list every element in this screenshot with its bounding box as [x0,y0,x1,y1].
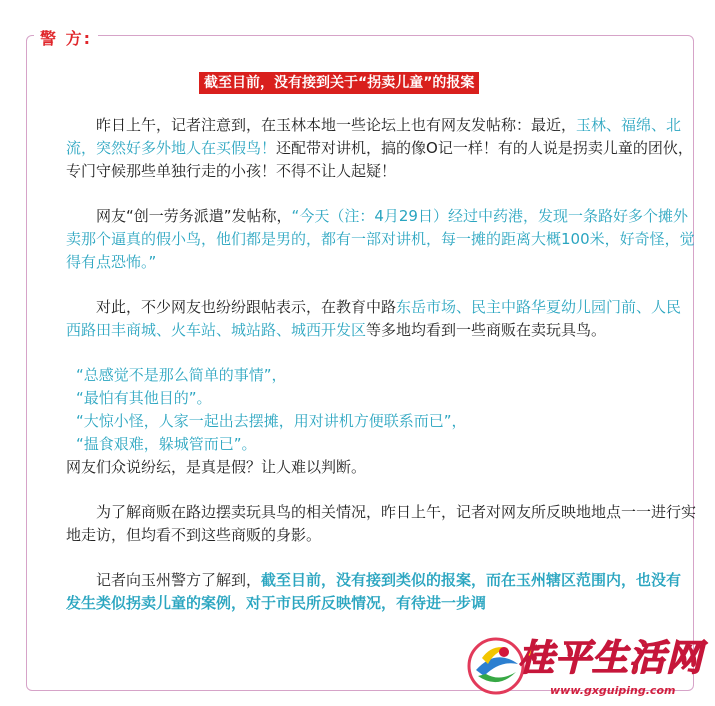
paragraph-6-text: 记者向玉州警方了解到， [96,571,262,589]
paragraph-3 [66,296,696,342]
paragraph-1-text: 昨日上午，记者注意到，在玉林本地一些论坛上也有网友发帖称：最近， [96,116,577,134]
quote-line: “最怕有其他目的”。 [76,389,212,407]
paragraph-1-highlight: 玉林、福绵、北流，突然好多外地人在买假鸟！ [66,116,682,157]
site-logo-url: www.gxguiping.com [550,684,676,697]
quote-list [66,364,696,456]
quote-line: “揾食艰难，躲城管而已”。 [76,435,257,453]
paragraph-1 [66,114,696,183]
paragraph-3-text: 对此，不少网友也纷纷跟帖表示，在教育中路 [96,298,397,316]
quote-line: “总感觉不是那么简单的事情”， [76,366,287,384]
paragraph-2-text: 网友“创一劳务派遣”发帖称， [96,207,292,225]
paragraph-2 [66,205,696,274]
paragraph-6-highlight: 截至目前，没有接到类似的报案，而在玉州辖区范围内，也没有发生类似拐卖儿童的案例，对于市民所反映情况，有待进一步调 [66,571,682,612]
paragraph-2-highlight: “今天（注：4月29日）经过中药港，发现一条路好多个摊外卖那个逼真的假小鸟，他们都是男的，都有一部对讲机，每一摊的距离大概100米，好奇怪，觉得有点恐怖。” [66,207,695,271]
paragraph-3-highlight: 东岳市场、民主中路华夏幼儿园门前、人民西路田丰商城、火车站、城站路、城西开发区 [66,298,682,339]
paragraph-6 [66,569,696,615]
paragraph-4: 网友们众说纷纭，是真是假？让人难以判断。 [66,458,367,476]
paragraph-5: 为了解商贩在路边摆卖玩具鸟的相关情况，昨日上午，记者对网友所反映地地点一一进行实地走访，但均看不到这些商贩的身影。 [66,503,697,544]
headline: 截至目前，没有接到关于“拐卖儿童”的报案 [199,72,479,94]
quote-line: “大惊小怪，人家一起出去摆摊，用对讲机方便联系而已”， [76,412,467,430]
paragraph-1-text-end: 还配带对讲机，搞的像O记一样！有的人说是拐卖儿童的团伙，专门守候那些单独行走的小孩！不得不让人起疑！ [66,139,693,180]
site-logo [462,628,712,704]
paragraph-3-text-end: 等多地均看到一些商贩在卖玩具鸟。 [366,321,607,339]
site-logo-name: 桂平生活网 [518,637,704,679]
article-body [66,114,696,615]
section-tag: 警 方: [34,26,98,49]
